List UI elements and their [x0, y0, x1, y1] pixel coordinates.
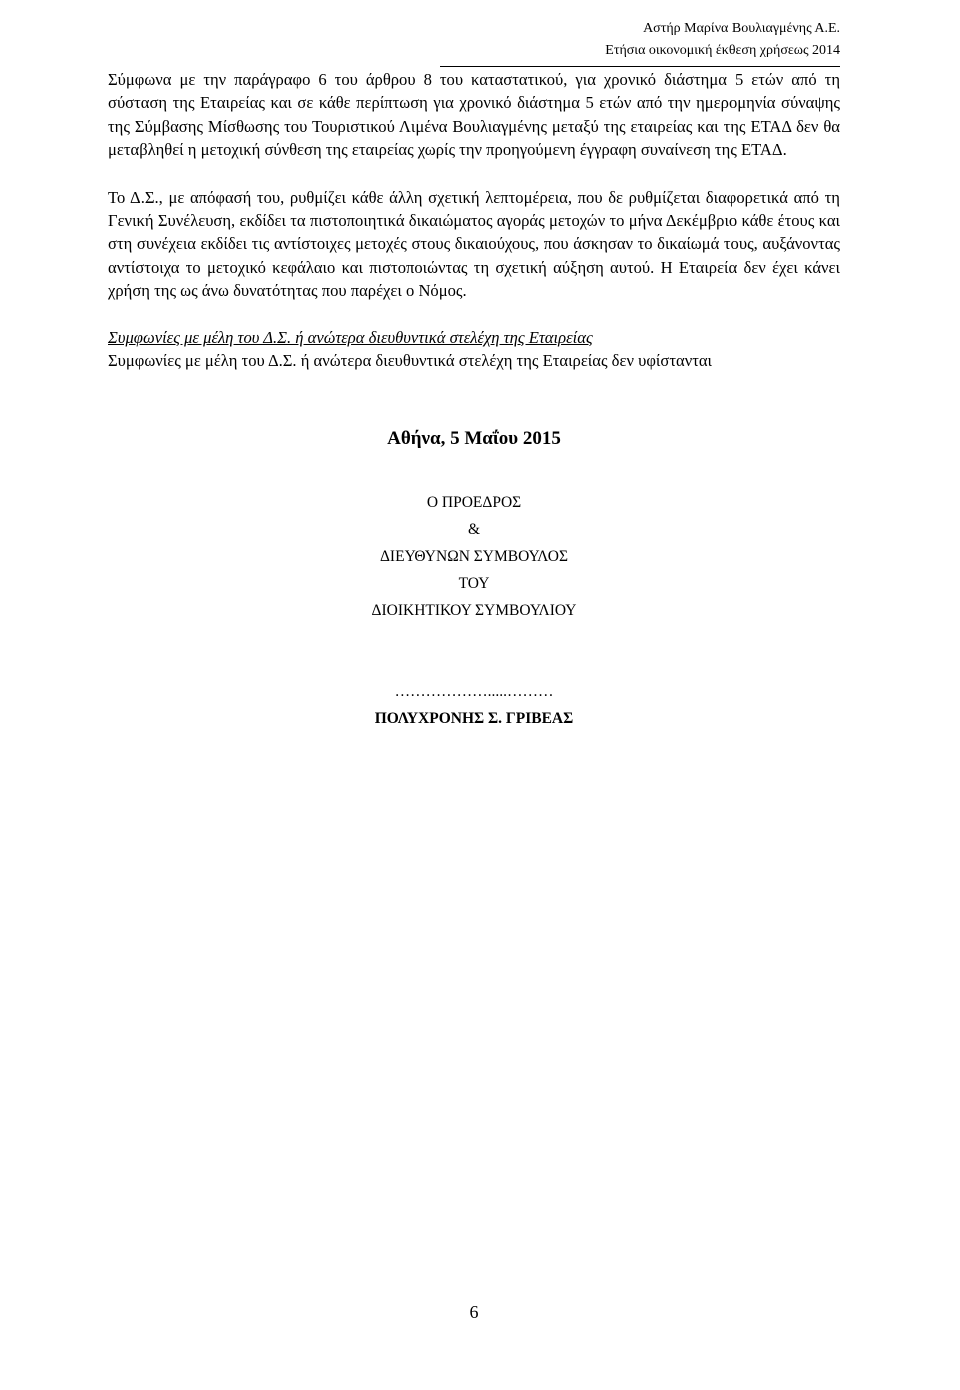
signature-title-of: ΤΟΥ	[458, 575, 490, 592]
paragraph-board-decision: Το Δ.Σ., με απόφασή του, ρυθμίζει κάθε άλλη σχετική λεπτομέρεια, που δε ρυθμίζεται διαφορετικά από τη Γενική Συνέλευση, εκδίδει τα πιστοποιητικά δικαιώματος αγοράς μετοχών το μήνα Δεκέμβριο κάθε έτους και στη συνέχεια εκδίδει τις αντίστοιχες μετοχές στους δικαιούχους, που άσκησαν το δικαίωμά τους, αυξάνοντας αντίστοιχα το μετοχικό κεφάλαιο και πιστοποιώντας τη σχετική αύξηση αυτού. Η Εταιρεία δεν έχει κάνει χρήση της ως άνω δυνατότητας που παρέχει ο Νόμος.	[108, 187, 840, 301]
signature-line: ……………….....………	[394, 683, 554, 700]
signature-title-board: ΔΙΟΙΚΗΤΙΚΟΥ ΣΥΜΒΟΥΛΙΟΥ	[371, 602, 577, 619]
paragraph-shareholding: Σύμφωνα με την παράγραφο 6 του άρθρου 8 του καταστατικού, για χρονικό διάστημα 5 ετών από τη σύσταση της Εταιρείας και σε κάθε περίπτωση για χρονικό διάστημα 5 ετών από την ημερομηνία σύναψης της Σύμβασης Μίσθωσης του Τουριστικού Λιμένα Βουλιαγμένης μεταξύ της εταιρείας και της ΕΤΑΔ δεν θα μεταβληθεί η μετοχική σύνθεση της εταιρείας χωρίς την προηγούμενη έγγραφη συναίνεση της ΕΤΑΔ.	[108, 70, 840, 160]
agreements-text: Συμφωνίες με μέλη του Δ.Σ. ή ανώτερα διευθυντικά στελέχη της Εταιρείας δεν υφίστανται	[108, 351, 713, 371]
signatory-name: ΠΟΛΥΧΡΟΝΗΣ Σ. ΓΡΙΒΕΑΣ	[374, 710, 574, 727]
signature-title-ceo: ΔΙΕΥΘΥΝΩΝ ΣΥΜΒΟΥΛΟΣ	[379, 548, 569, 565]
header-report-title: Ετήσια οικονομική έκθεση χρήσεως 2014	[605, 43, 840, 58]
signature-date: Αθήνα, 5 Μαΐου 2015	[387, 428, 561, 449]
page-number: 6	[469, 1302, 479, 1322]
header-company: Αστήρ Μαρίνα Βουλιαγμένης Α.Ε.	[643, 21, 840, 36]
signature-ampersand: &	[467, 521, 481, 538]
page-header	[440, 18, 840, 67]
document-body	[108, 68, 840, 372]
signature-title-president: Ο ΠΡΟΕΔΡΟΣ	[426, 494, 522, 511]
agreements-heading: Συμφωνίες με μέλη του Δ.Σ. ή ανώτερα διευθυντικά στελέχη της Εταιρείας	[108, 327, 593, 347]
